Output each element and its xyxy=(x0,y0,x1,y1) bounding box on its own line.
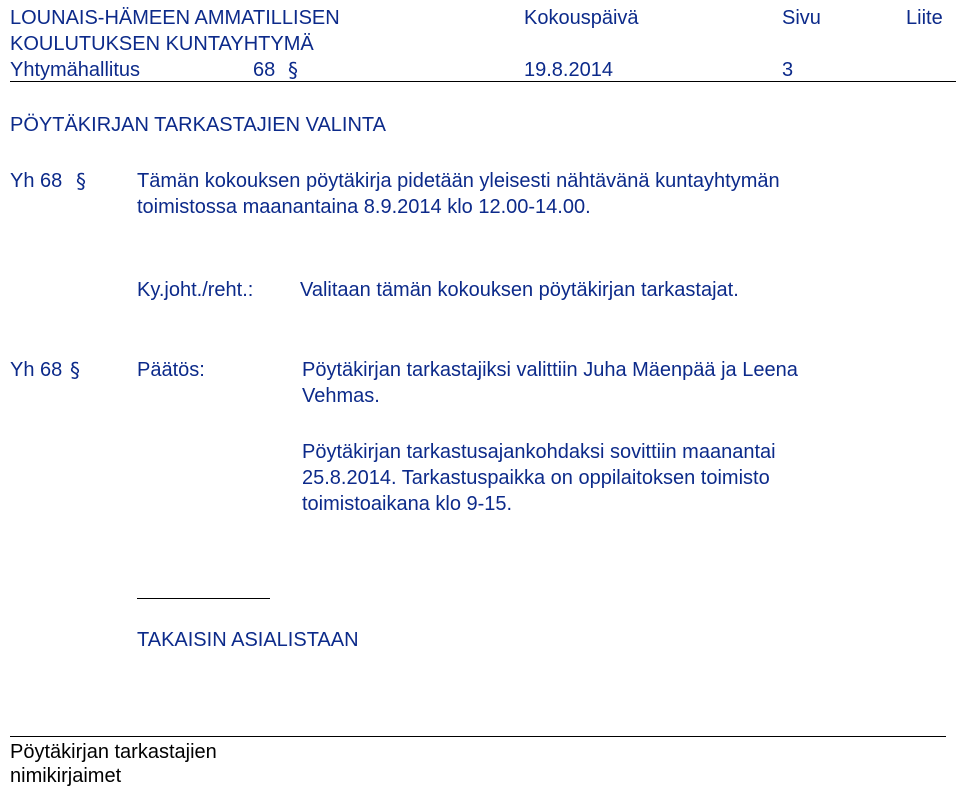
intro-line1: Tämän kokouksen pöytäkirja pidetään yleisesti nähtävänä kuntayhtymän xyxy=(137,170,780,192)
org-name-line2: KOULUTUKSEN KUNTAYHTYMÄ xyxy=(10,33,314,55)
footer-line2: nimikirjaimet xyxy=(10,765,122,787)
intro-ref: Yh 68 xyxy=(10,170,63,192)
link-separator-rule xyxy=(137,598,270,599)
decision-para2-line2: 25.8.2014. Tarkastuspaikka on oppilaitoksen toimisto xyxy=(302,467,770,489)
decision-para2-line1: Pöytäkirjan tarkastusajankohdaksi sovittiin maanantai xyxy=(302,441,776,463)
header-rule xyxy=(10,81,956,82)
board-name: Yhtymähallitus xyxy=(10,59,141,81)
decision-ref: Yh 68 xyxy=(10,359,63,381)
intro-line2: toimistossa maanantaina 8.9.2014 klo 12.00-14.00. xyxy=(137,196,591,218)
intro-section-symbol: § xyxy=(76,169,86,193)
header-section-symbol: § xyxy=(288,58,298,82)
org-name-line1: LOUNAIS-HÄMEEN AMMATILLISEN xyxy=(10,7,340,29)
footer-line1: Pöytäkirjan tarkastajien xyxy=(10,741,217,763)
meeting-date: 19.8.2014 xyxy=(524,59,613,81)
meeting-date-label: Kokouspäivä xyxy=(524,7,639,29)
decision-para1-line2: Vehmas. xyxy=(302,385,380,407)
page-label: Sivu xyxy=(782,7,821,29)
header-section-number: 68 xyxy=(253,59,276,81)
decision-para1-line1: Pöytäkirjan tarkastajiksi valittiin Juha Mäenpää ja Leena xyxy=(302,359,798,381)
decision-para2-line3: toimistoaikana klo 9-15. xyxy=(302,493,513,515)
footer-rule xyxy=(10,736,946,737)
decision-section-symbol: § xyxy=(70,358,80,382)
proposal-text: Valitaan tämän kokouksen pöytäkirjan tarkastajat. xyxy=(300,279,739,301)
back-to-agenda-link[interactable]: TAKAISIN ASIALISTAAN xyxy=(137,629,359,651)
page-number: 3 xyxy=(782,59,794,81)
decision-label: Päätös: xyxy=(137,359,205,381)
attachment-label: Liite xyxy=(906,7,943,29)
proposal-label: Ky.joht./reht.: xyxy=(137,279,254,301)
section-title: PÖYTÄKIRJAN TARKASTAJIEN VALINTA xyxy=(10,114,387,136)
